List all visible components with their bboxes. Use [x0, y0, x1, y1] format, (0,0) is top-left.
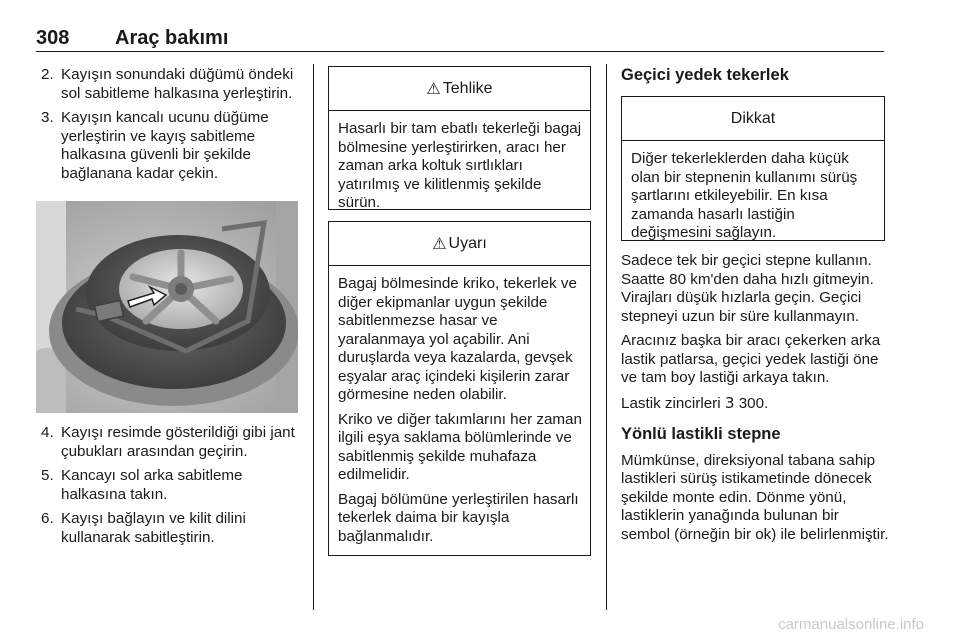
column-divider: [313, 64, 314, 610]
body-paragraph: Aracınız başka bir aracı çekerken arka lastik patlarsa, geçici yedek lastiği öne ve tam boy lastiği arkaya takın.: [621, 332, 881, 386]
left-column-top: [36, 66, 298, 189]
right-column-text: [621, 252, 889, 550]
notice-box: [621, 96, 885, 241]
crossref-text: Lastik zincirleri: [621, 394, 721, 412]
step-number: 5.: [41, 467, 54, 484]
column-divider: [606, 64, 607, 610]
step-number: 6.: [41, 510, 54, 527]
notice-box-header: [622, 97, 884, 141]
warning-triangle-icon: ⚠: [426, 80, 441, 98]
warning-box-body: [329, 266, 590, 546]
arrow-icon[interactable]: 3: [724, 393, 735, 412]
warning-paragraph: Bagaj bölmesinde kriko, tekerlek ve diğer ekipmanlar uygun şekilde sabitlenmezse hasar ve yaralanmaya yol açabilir. Ani duruşlarda veya kazalarda, gevşek eşyalar araç içindeki kişilerin zarar görmesine neden olabilir.: [338, 275, 577, 403]
notice-label: Dikkat: [730, 109, 776, 127]
step-text: Kancayı sol arka sabitleme halkasına takın.: [61, 467, 243, 503]
danger-box-header: [329, 67, 590, 111]
list-item: [36, 467, 298, 504]
warning-paragraph: Kriko ve diğer takımlarını her zaman ilgili eşya saklama bölümlerinde ve sabitlenmiş şekilde muhafaza edilmelidir.: [338, 410, 582, 483]
warning-triangle-icon: ⚠: [432, 235, 447, 253]
step-number: 4.: [41, 424, 54, 441]
list-item: [36, 510, 298, 547]
spare-wheel-illustration: [36, 201, 298, 413]
crossref-page[interactable]: 300.: [738, 394, 769, 412]
list-item: [36, 109, 298, 183]
danger-box-body: [329, 111, 590, 213]
warning-box-header: [329, 222, 590, 266]
body-paragraph: Sadece tek bir geçici stepne kullanın. Saatte 80 km'den daha hızlı gitmeyin. Virajları düşük hızlarla geçin. Geçici stepneyi uzun bir süre kullanmayın.: [621, 252, 874, 325]
page-number: 308: [36, 27, 70, 49]
step-number: 2.: [41, 66, 54, 83]
section-heading: Geçici yedek tekerlek: [621, 66, 789, 84]
body-paragraph: Mümkünse, direksiyonal tabana sahip lastikleri sürüş istikametinde dönecek şekilde monte edin. Dönme yönü, lastiklerin yanağında bulunan bir sembol (örneğin bir ok) ile belirlenmiştir.: [621, 451, 889, 543]
list-item: [36, 66, 298, 103]
notice-text: Diğer tekerleklerden daha küçük olan bir stepnenin kullanımı sürüş şartlarını etkileyebilir. En kısa zamanda hasarlı lastiğin değişmesini sağlayın.: [631, 150, 858, 241]
step-number: 3.: [41, 109, 54, 126]
subsection-heading: Yönlü lastikli stepne: [621, 425, 781, 443]
warning-label: Uyarı: [448, 234, 487, 252]
warning-paragraph: Bagaj bölümüne yerleştirilen hasarlı tekerlek daima bir kayışla bağlanmalıdır.: [338, 490, 579, 545]
step-text: Kayışı bağlayın ve kilit dilini kullanarak sabitleştirin.: [61, 510, 246, 546]
danger-label: Tehlike: [442, 79, 493, 97]
step-text: Kayışı resimde gösterildiği gibi jant çubukları arasından geçirin.: [61, 424, 295, 460]
notice-box-body: [622, 141, 884, 243]
page-title: Araç bakımı: [115, 27, 229, 49]
step-text: Kayışın sonundaki düğümü öndeki sol sabitleme halkasına yerleştirin.: [61, 66, 294, 102]
cross-reference: [621, 394, 889, 414]
header-rule: [36, 51, 884, 52]
list-item: [36, 424, 298, 461]
warning-box: [328, 221, 591, 556]
danger-box: [328, 66, 591, 210]
spare-wheel-icon: [36, 201, 298, 413]
step-text: Kayışın kancalı ucunu düğüme yerleştirin ve kayış sabitleme halkasına güvenli bir şekilde bağlanana kadar çekin.: [61, 109, 269, 182]
left-column-bottom: [36, 424, 298, 553]
watermark: carmanualsonline.info: [778, 616, 924, 633]
danger-text: Hasarlı bir tam ebatlı tekerleği bagaj bölmesine yerleştirirken, aracı her zaman arka koltuk sırtlıkları yatırılmış ve kilitlenmiş şekilde sürün.: [338, 120, 582, 211]
